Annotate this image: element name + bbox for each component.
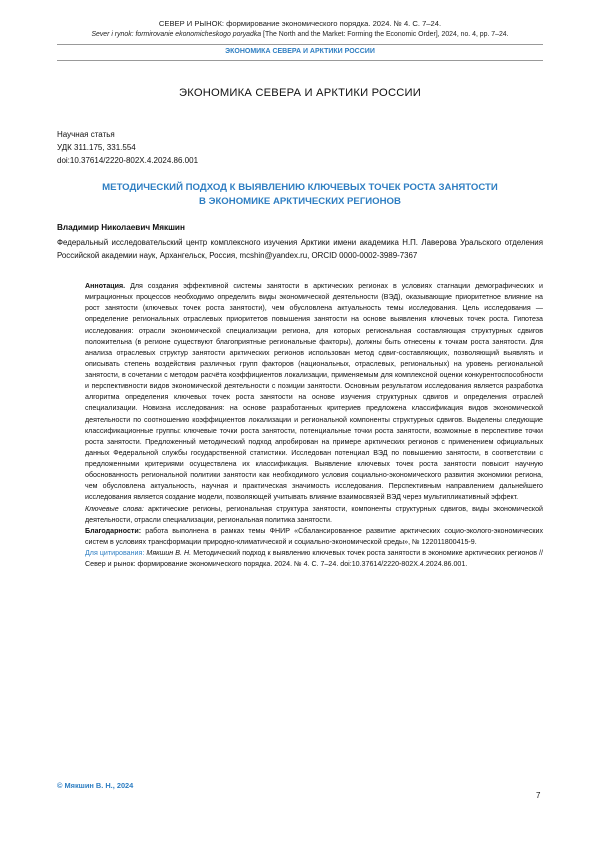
- section-header: ЭКОНОМИКА СЕВЕРА И АРКТИКИ РОССИИ: [225, 48, 375, 55]
- header-divider-bottom: [57, 60, 543, 61]
- abstract-block: [85, 281, 543, 570]
- keywords-paragraph: [85, 504, 543, 526]
- citation-label: Для цитирования:: [85, 549, 145, 557]
- article-title-line-2: В ЭКОНОМИКЕ АРКТИЧЕСКИХ РЕГИОНОВ: [199, 195, 401, 207]
- citation-author: Мякшин В. Н.: [144, 549, 192, 557]
- author-name: Владимир Николаевич Мякшин: [57, 223, 185, 232]
- author-affiliation: Федеральный исследовательский центр комплексного изучения Арктики имени академика Н.П. Лаверова Уральского отделения Российской академии наук, Архангельск, Россия, mcshin@yandex.ru, ORCID 0000-0002-3989-7367: [57, 238, 543, 260]
- abstract-text: Для создания эффективной системы занятости в арктических регионах в условиях стагнации демографических и миграционных процессов необходимо определить виды экономической деятельности (ВЭД), оказывающие приоритетное влияние на рост занятости (ключевых точек роста занятости), чем обусловлена актуальность темы исследования. Цель исследования — определение региональных отраслевых приоритетов повышения занятости на основе выявления ключевых точек роста. Гипотеза исследования: отрасли экономической специализации региона, для которых региональная составляющая структурных сдвигов положительна (в регионе существуют благоприятные региональные факторы), должны быть отнесены к точкам роста занятости. Для анализа отраслевых структур занятости арктических регионов использован метод сдвиг-составляющих, позволяющий выявлять и описывать степень воздействия различных групп факторов (национальных, отраслевых, региональных) на уровень региональной занятости, в сочетании с методом расчёта коэффициентов локализации, применяемым для комплексной оценки конкурентоспособности и перспективности видов экономической деятельности с позиции занятости. Основным результатом исследования является разработка алгоритма определения ключевых точек роста занятости на основе изучения структурных сдвигов и определения отраслей специализации. Новизна исследования: на основе разработанных критериев предложена классификация видов экономической деятельности по соотношению коэффициентов локализации и региональной компоненты структурных сдвигов. Выделены следующие классификационные группы: ключевые точки роста занятости, потенциальные точки роста занятости, возможные в перспективе точки роста занятости. Предложенный методический подход апробирован на примере арктических регионов с применением официальных данных Федеральной службы государственной статистики. Исследован потенциал ВЭД по повышению занятости, в соответствии с предложенными критериями осуществлена их классификация. Выявление ключевых точек роста занятости повысит научную обоснованность региональной политики занятости как необходимого условия социально-экономического развития экономики региона, чем обусловлена актуальность, научная и практическая значимость исследования. Перспективным направлением дальнейшего исследования является создание модели, позволяющей учитывать влияние взаимосвязей ВЭД через мультипликативный эффект.: [85, 282, 543, 502]
- header-divider-top: [57, 44, 543, 45]
- journal-citation-header: СЕВЕР И РЫНОК: формирование экономического порядка. 2024. № 4. С. 7–24.: [158, 19, 442, 28]
- abstract-label: Аннотация.: [85, 282, 126, 290]
- rubric-title: ЭКОНОМИКА СЕВЕРА И АРКТИКИ РОССИИ: [178, 87, 421, 99]
- copyright-notice: © Мякшин В. Н., 2024: [57, 781, 134, 790]
- article-title-line-1: МЕТОДИЧЕСКИЙ ПОДХОД К ВЫЯВЛЕНИЮ КЛЮЧЕВЫХ ТОЧЕК РОСТА ЗАНЯТОСТИ: [102, 182, 498, 193]
- acknowledgements-text: работа выполнена в рамках темы ФНИР «Сбалансированное развитие арктических социо-эколого-экономических систем в условиях трансформации природно-климатической и социально-экономической среды», № 122011800415-9.: [85, 526, 543, 546]
- udc-code: УДК 311.175, 331.554: [57, 143, 136, 152]
- journal-citation-header-english: [0, 31, 600, 38]
- citation-paragraph: [85, 548, 543, 570]
- journal-name-transliterated: Sever i rynok: formirovanie ekonomicheskogo poryadka: [91, 31, 262, 38]
- journal-citation-english-rest: [The North and the Market: Forming the Economic Order], 2024, no. 4, pp. 7–24.: [261, 31, 509, 38]
- page-number: 7: [536, 791, 541, 800]
- acknowledgements-label: Благодарности:: [85, 526, 142, 535]
- abstract-paragraph: [85, 281, 543, 504]
- doi: doi:10.37614/2220-802X.4.2024.86.001: [57, 156, 199, 165]
- article-title: [57, 181, 543, 208]
- article-type: Научная статья: [57, 130, 115, 139]
- keywords-label: Ключевые слова:: [85, 504, 144, 513]
- keywords-text: арктические регионы, региональная структура занятости, компоненты структурных сдвигов, виды экономической деятельности, отрасли специализации, региональная политика занятости.: [85, 504, 544, 524]
- citation-text: Методический подход к выявлению ключевых точек роста занятости в экономике арктических регионов // Север и рынок: формирование экономического порядка. 2024. № 4. С. 7–24. doi:10.37614/2220-802X.4.2024.86.001.: [85, 549, 543, 569]
- acknowledgements-paragraph: [85, 526, 543, 548]
